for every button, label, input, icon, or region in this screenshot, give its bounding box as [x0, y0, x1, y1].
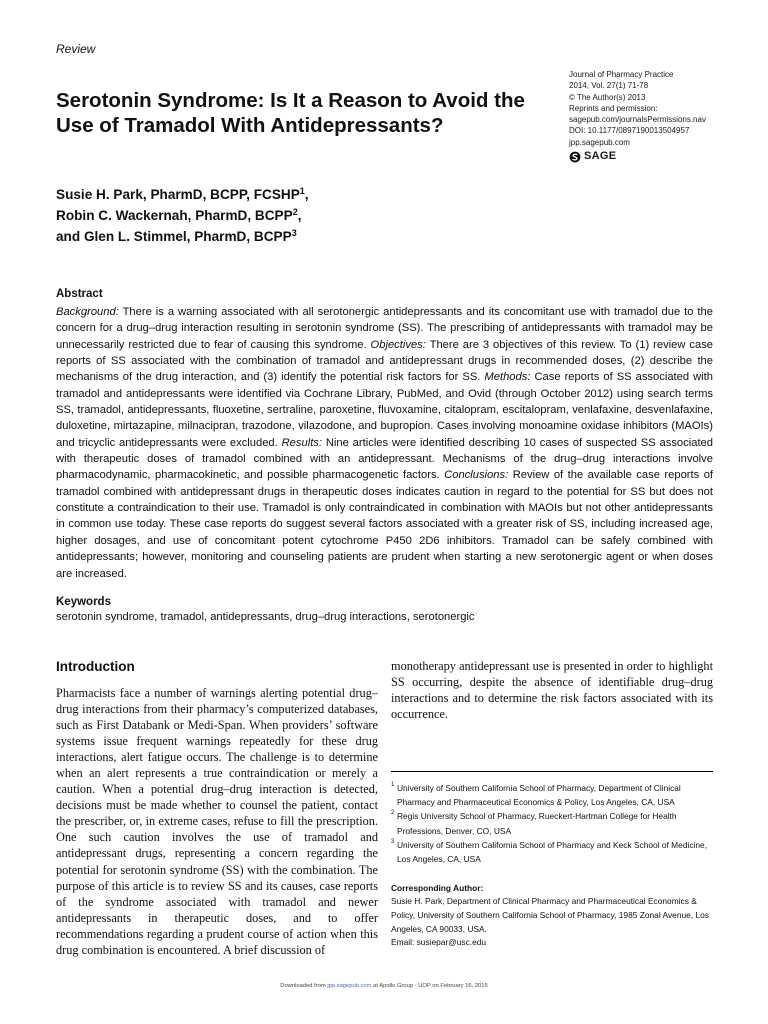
corresponding-author-address: Susie H. Park, Department of Clinical Pharmacy and Pharmaceutical Economics & Policy, University of Southern California School of Pharmacy, 1985 Zonal Avenue, Los Angeles, CA 90033, USA.	[391, 896, 709, 934]
download-prefix: Downloaded from	[280, 983, 326, 989]
journal-info	[569, 69, 706, 163]
author-line: Robin C. Wackernah, PharmD, BCPP$^2$,	[56, 207, 302, 223]
article-title: Serotonin Syndrome: Is It a Reason to Avoid the Use of Tramadol With Antidepressants?	[56, 89, 525, 137]
introduction-column-1: Pharmacists face a number of warnings alerting potential drug–drug interactions from their pharmacy’s computerized databases, such as First Databank or Medi-Span. When providers’ software systems issue frequent warnings repeatedly for these drug interactions, alert fatigue occurs. The challenge is to determine when an alert represents a true contraindication or merely a caution. When a potential drug–drug interaction is detected, decisions must be made whether to counsel the patient, contact the prescriber, or, in extreme cases, refuse to fill the prescription. One such caution involves the use of tramadol and antidepressant drugs, representing a concern regarding the potential for serotonin syndrome (SS) with the combination. The purpose of this article is to review SS and its causes, case reports of the syndrome associated with tramadol and newer antidepressants in therapeutic doses, and to offer recommendations regarding a prudent course of action when this drug combination is encountered. A brief discussion of	[56, 686, 378, 957]
keywords-text: serotonin syndrome, tramadol, antidepressants, drug–drug interactions, serotonergic	[56, 611, 475, 623]
download-notice	[0, 983, 768, 989]
keywords-heading: Keywords	[56, 596, 111, 608]
author-name: and Glen L. Stimmel, PharmD, BCPP	[56, 229, 292, 244]
abstract-body	[56, 304, 713, 582]
author-name: Robin C. Wackernah, PharmD, BCPP	[56, 208, 293, 223]
sage-logo-text: SAGE	[584, 150, 617, 163]
footnote-divider	[391, 771, 713, 772]
journal-site[interactable]: jpp.sagepub.com	[569, 137, 630, 147]
author-affiliation-mark: 3	[291, 228, 297, 238]
abstract-methods-label: Methods:	[484, 371, 531, 384]
affiliation-number: 2	[391, 810, 395, 817]
author-list	[56, 184, 309, 247]
author-line: Susie H. Park, PharmD, BCPP, FCSHP$^1$,	[56, 186, 309, 202]
affiliation-number: 3	[391, 838, 395, 845]
abstract-objectives: There are 3 objectives of this review. To (1) review case reports of SS associated with the combination of tramadol and antidepressant drugs in recommended doses, (2) describe the mechanisms of the drug interaction, and (3) identify the potential risk factors for SS.	[56, 338, 714, 384]
download-link[interactable]: jpp.sagepub.com	[327, 983, 372, 989]
affiliation-number: 1	[391, 782, 395, 788]
section-label: Review	[56, 42, 96, 56]
affiliation-item	[391, 809, 713, 837]
affiliation-item	[391, 781, 713, 809]
affiliation-text: University of Southern California School of Pharmacy, Department of Clinical Pharmacy and Pharmaceutical Economics & Policy, Los Angeles, CA, USA	[397, 783, 681, 808]
abstract-conclusions-label: Conclusions:	[444, 469, 509, 482]
journal-copyright: © The Author(s) 2013	[569, 92, 646, 102]
abstract-heading: Abstract	[56, 288, 103, 300]
abstract-background: There is a warning associated with all serotonergic antidepressants and its concomitant use with tramadol due to the concern for a drug–drug interaction resulting in serotonin syndrome (SS). The prescribing of antidepressants with tramadol may be unnecessarily restricted due to fear of causing this syndrome.	[56, 306, 713, 351]
abstract-results: Nine articles were identified describing 10 cases of suspected SS associated with therapeutic doses of tramadol combined with an antidepressant. Mechanisms of the drug–drug interactions involve pharmacodynamic, pharmacokinetic, and possible pharmacogenetic factors.	[56, 436, 713, 482]
download-suffix: at Apollo Group - UOP on February 16, 2015	[373, 983, 488, 989]
corresponding-author-heading: Corresponding Author:	[391, 883, 484, 893]
abstract-conclusions: Review of the available case reports of tramadol combined with antidepressant drugs in therapeutic doses indicates caution in regard to the potential for SS but does not constitute a contraindication to their use. Tramadol is only contraindicated in combination with MAOIs but not other antidepressants in common use today. These case reports do suggest several factors associated with a greater risk of SS, including increased age, higher dosages, and use of concomitant potent cytochrome P450 2D6 inhibitors. Tramadol can be safely combined with antidepressants; however, monitoring and counseling patients are prudent when starting a new serotonergic agent or when doses are increased.	[56, 469, 714, 580]
abstract-methods: Case reports of SS associated with tramadol and antidepressants were identified via Cochrane Library, PubMed, and Ovid (through October 2012) using search terms SS, tramadol, antidepressants, fluoxetine, sertraline, paroxetine, fluvoxamine, citalopram, escitalopram, venlafaxine, desvenlafaxine, duloxetine, mirtazapine, milnacipran, trazodone, vilazodone, and bupropion. Cases involving monoamine oxidase inhibitors (MAOIs) and tricyclic antidepressants were excluded.	[56, 371, 713, 449]
corresponding-author-details	[391, 895, 713, 950]
sage-logo	[569, 151, 706, 163]
sage-logo-icon	[569, 151, 581, 163]
journal-doi[interactable]: DOI: 10.1177/0897190013504957	[569, 126, 690, 136]
affiliation-text: Regis University School of Pharmacy, Rueckert-Hartman College for Health Professions, Denver, CO, USA	[397, 811, 677, 836]
abstract-objectives-label: Objectives:	[370, 338, 426, 351]
affiliation-item	[391, 838, 713, 866]
abstract-results-label: Results:	[281, 436, 323, 449]
journal-name: Journal of Pharmacy Practice	[569, 70, 674, 79]
author-line	[56, 226, 309, 247]
author-affiliation-mark: 1	[299, 186, 305, 196]
affiliations	[391, 781, 713, 866]
abstract-background-label: Background:	[56, 306, 119, 318]
corresponding-author-email[interactable]: Email: susiepar@usc.edu	[391, 937, 487, 948]
introduction-heading: Introduction	[56, 659, 135, 674]
author-affiliation-mark: 2	[292, 207, 298, 217]
journal-reprints: Reprints and permission:	[569, 103, 658, 113]
affiliation-text: University of Southern California School of Pharmacy and Keck School of Medicine, Los Angeles, CA, USA	[397, 839, 708, 865]
author-name: Susie H. Park, PharmD, BCPP, FCSHP	[56, 187, 300, 202]
journal-reprints-url[interactable]: sagepub.com/journalsPermissions.nav	[569, 115, 706, 125]
journal-volume: 2014, Vol. 27(1) 71-78	[569, 81, 649, 91]
introduction-column-2: monotherapy antidepressant use is presented in order to highlight SS occurring, despite the absence of identifiable drug–drug interactions and to determine the risk factors associated with its occurrence.	[391, 659, 713, 722]
